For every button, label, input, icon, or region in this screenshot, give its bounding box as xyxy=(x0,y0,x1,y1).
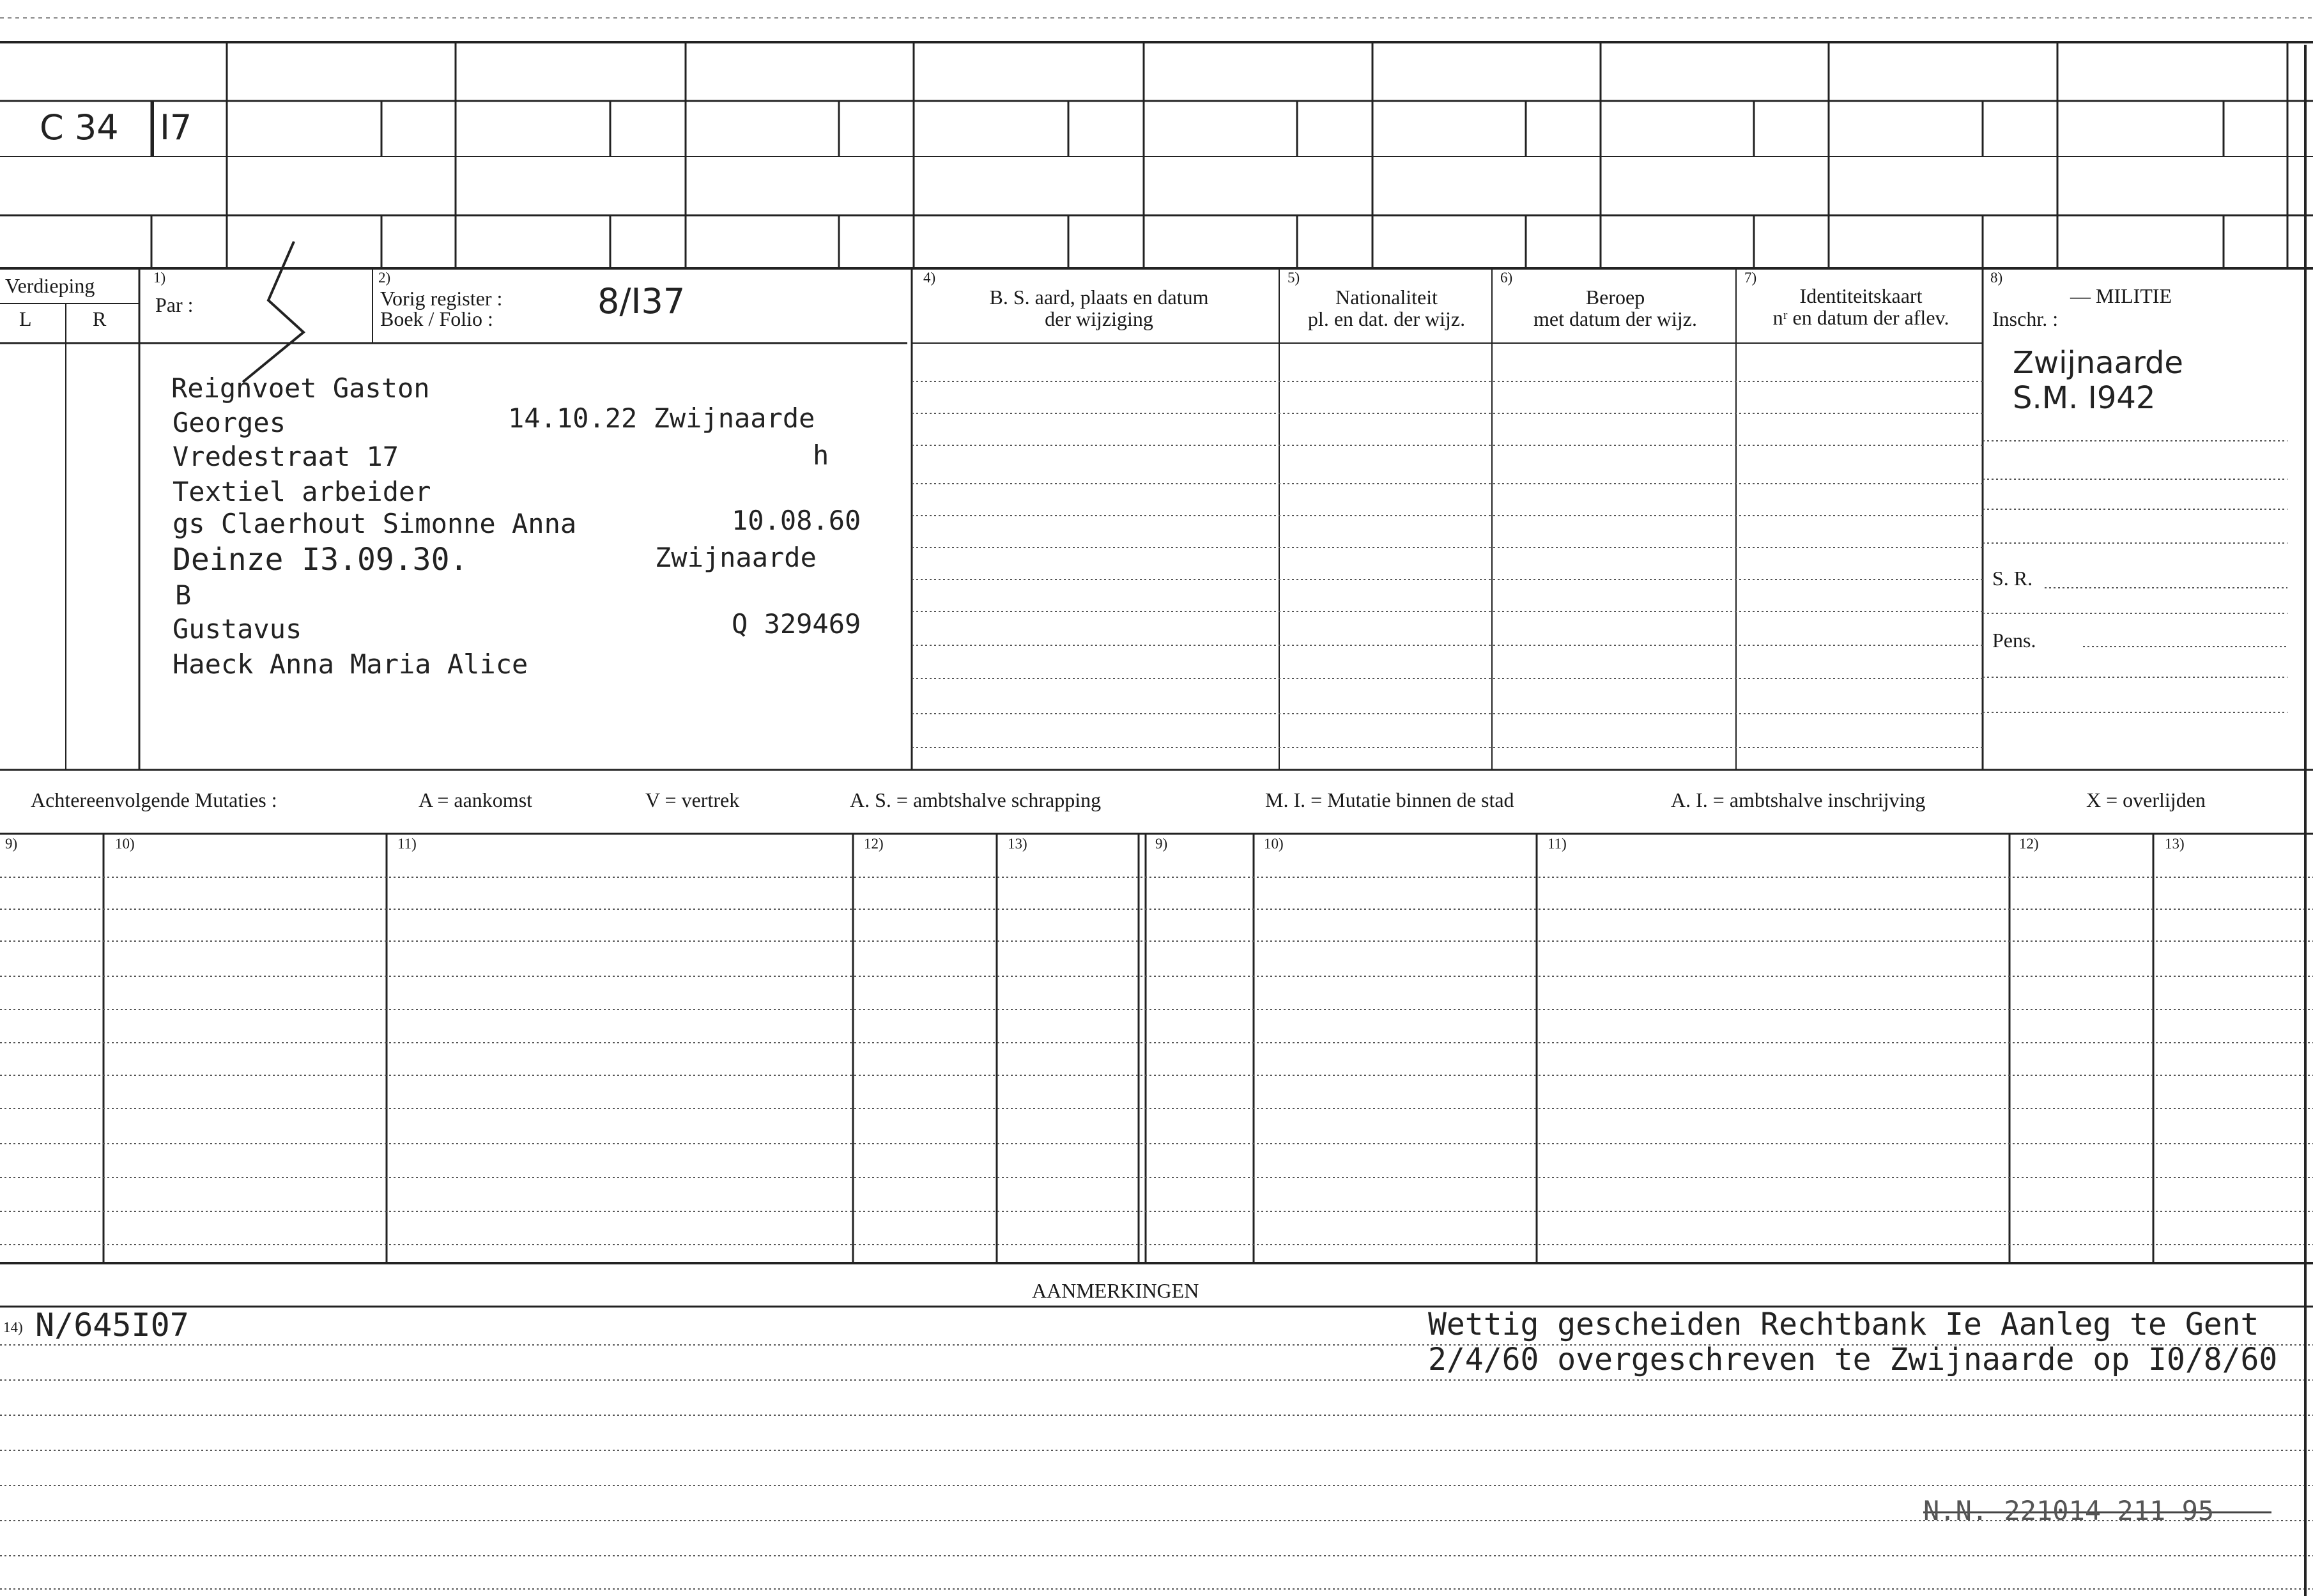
mut-col-9b: 9) xyxy=(1155,836,1168,852)
beroep-number: 6) xyxy=(1500,270,1513,286)
person-status-letter: h xyxy=(813,440,829,471)
col-r-label: R xyxy=(93,307,107,330)
person-id-number: Q 329469 xyxy=(732,608,861,640)
boek-folio-label: Boek / Folio : xyxy=(380,307,493,330)
person-birth: 14.10.22 Zwijnaarde xyxy=(508,403,815,434)
verdieping-label: Verdieping xyxy=(5,274,95,297)
militie-place: Zwijnaarde xyxy=(2013,345,2183,381)
mutations-title: Achtereenvolgende Mutaties : xyxy=(31,788,277,811)
mut-col-9: 9) xyxy=(5,836,18,852)
mut-col-10b: 10) xyxy=(1264,836,1284,852)
militie-sr-label: S. R. xyxy=(1992,567,2033,590)
par-label: Par : xyxy=(155,293,194,316)
vorig-number: 2) xyxy=(378,270,391,286)
legend-vertrek: V = vertrek xyxy=(645,788,740,811)
person-spouse-date: 10.08.60 xyxy=(732,505,861,536)
militie-number: 8) xyxy=(1990,270,2003,286)
militie-inschr-label: Inschr. : xyxy=(1992,307,2059,330)
remarks-note-divorce: Wettig gescheiden Rechtbank Ie Aanleg te Gent xyxy=(1428,1307,2259,1342)
vorig-register-value: 8/I37 xyxy=(597,281,686,321)
legend-schrapping: A. S. = ambtshalve schrapping xyxy=(850,788,1102,811)
id-label-line1: Identiteitskaart xyxy=(1799,284,1923,307)
legend-overlijden: X = overlijden xyxy=(2086,788,2206,811)
remarks-note-transfer: 2/4/60 overgeschreven te Zwijnaarde op I0/8/60 xyxy=(1428,1342,2278,1377)
id-label-line2: nʳ en datum der aflev. xyxy=(1772,306,1949,329)
bs-number: 4) xyxy=(923,270,936,286)
col-l-label: L xyxy=(19,307,32,330)
code-divider xyxy=(152,101,154,157)
mut-col-11: 11) xyxy=(397,836,417,852)
legend-aankomst: A = aankomst xyxy=(419,788,533,811)
bs-label-line2: der wijziging xyxy=(1045,307,1153,330)
legend-inschrijving: A. I. = ambtshalve inschrijving xyxy=(1671,788,1926,811)
person-spouse-place: Zwijnaarde xyxy=(655,542,817,573)
person-spouse: gs Claerhout Simonne Anna xyxy=(173,508,577,539)
nat-label-line1: Nationaliteit xyxy=(1335,286,1438,309)
par-number: 1) xyxy=(153,270,166,286)
mut-col-12: 12) xyxy=(864,836,884,852)
person-nationality-code: B xyxy=(175,579,192,611)
card-code: C 34 xyxy=(40,107,119,148)
person-spouse-birth: Deinze I3.09.30. xyxy=(173,542,468,578)
beroep-label-line1: Beroep xyxy=(1585,286,1645,309)
checkmark-icon xyxy=(243,242,304,382)
nat-label-line2: pl. en dat. der wijz. xyxy=(1307,307,1466,330)
remarks-title: AANMERKINGEN xyxy=(1032,1279,1199,1302)
card-number: I7 xyxy=(160,107,192,148)
person-surname-line: Reignvoet Gaston xyxy=(171,372,430,404)
militie-year: S.M. I942 xyxy=(2013,380,2156,416)
mut-col-13: 13) xyxy=(1008,836,1027,852)
militie-title: — MILITIE xyxy=(2070,284,2172,307)
militie-pens-label: Pens. xyxy=(1992,629,2036,652)
person-firstname: Georges xyxy=(173,407,286,438)
person-mother: Haeck Anna Maria Alice xyxy=(173,648,528,680)
vorig-register-label: Vorig register : xyxy=(380,287,503,310)
beroep-label-line2: met datum der wijz. xyxy=(1533,307,1697,330)
legend-mutatie: M. I. = Mutatie binnen de stad xyxy=(1265,788,1514,811)
remarks-number: 14) xyxy=(3,1319,23,1335)
mut-col-10: 10) xyxy=(115,836,135,852)
person-address: Vredestraat 17 xyxy=(173,441,399,472)
mut-col-13b: 13) xyxy=(2165,836,2185,852)
person-father: Gustavus xyxy=(173,613,302,645)
nat-number: 5) xyxy=(1287,270,1300,286)
bs-label-line1: B. S. aard, plaats en datum xyxy=(989,286,1209,309)
mut-col-12b: 12) xyxy=(2019,836,2039,852)
person-occupation: Textiel arbeider xyxy=(173,476,431,507)
remarks-national-number: N.N. 221014 211 95 xyxy=(1923,1495,2215,1526)
remarks-code: N/645I07 xyxy=(35,1307,189,1344)
mut-col-11b: 11) xyxy=(1548,836,1567,852)
id-number: 7) xyxy=(1744,270,1757,286)
